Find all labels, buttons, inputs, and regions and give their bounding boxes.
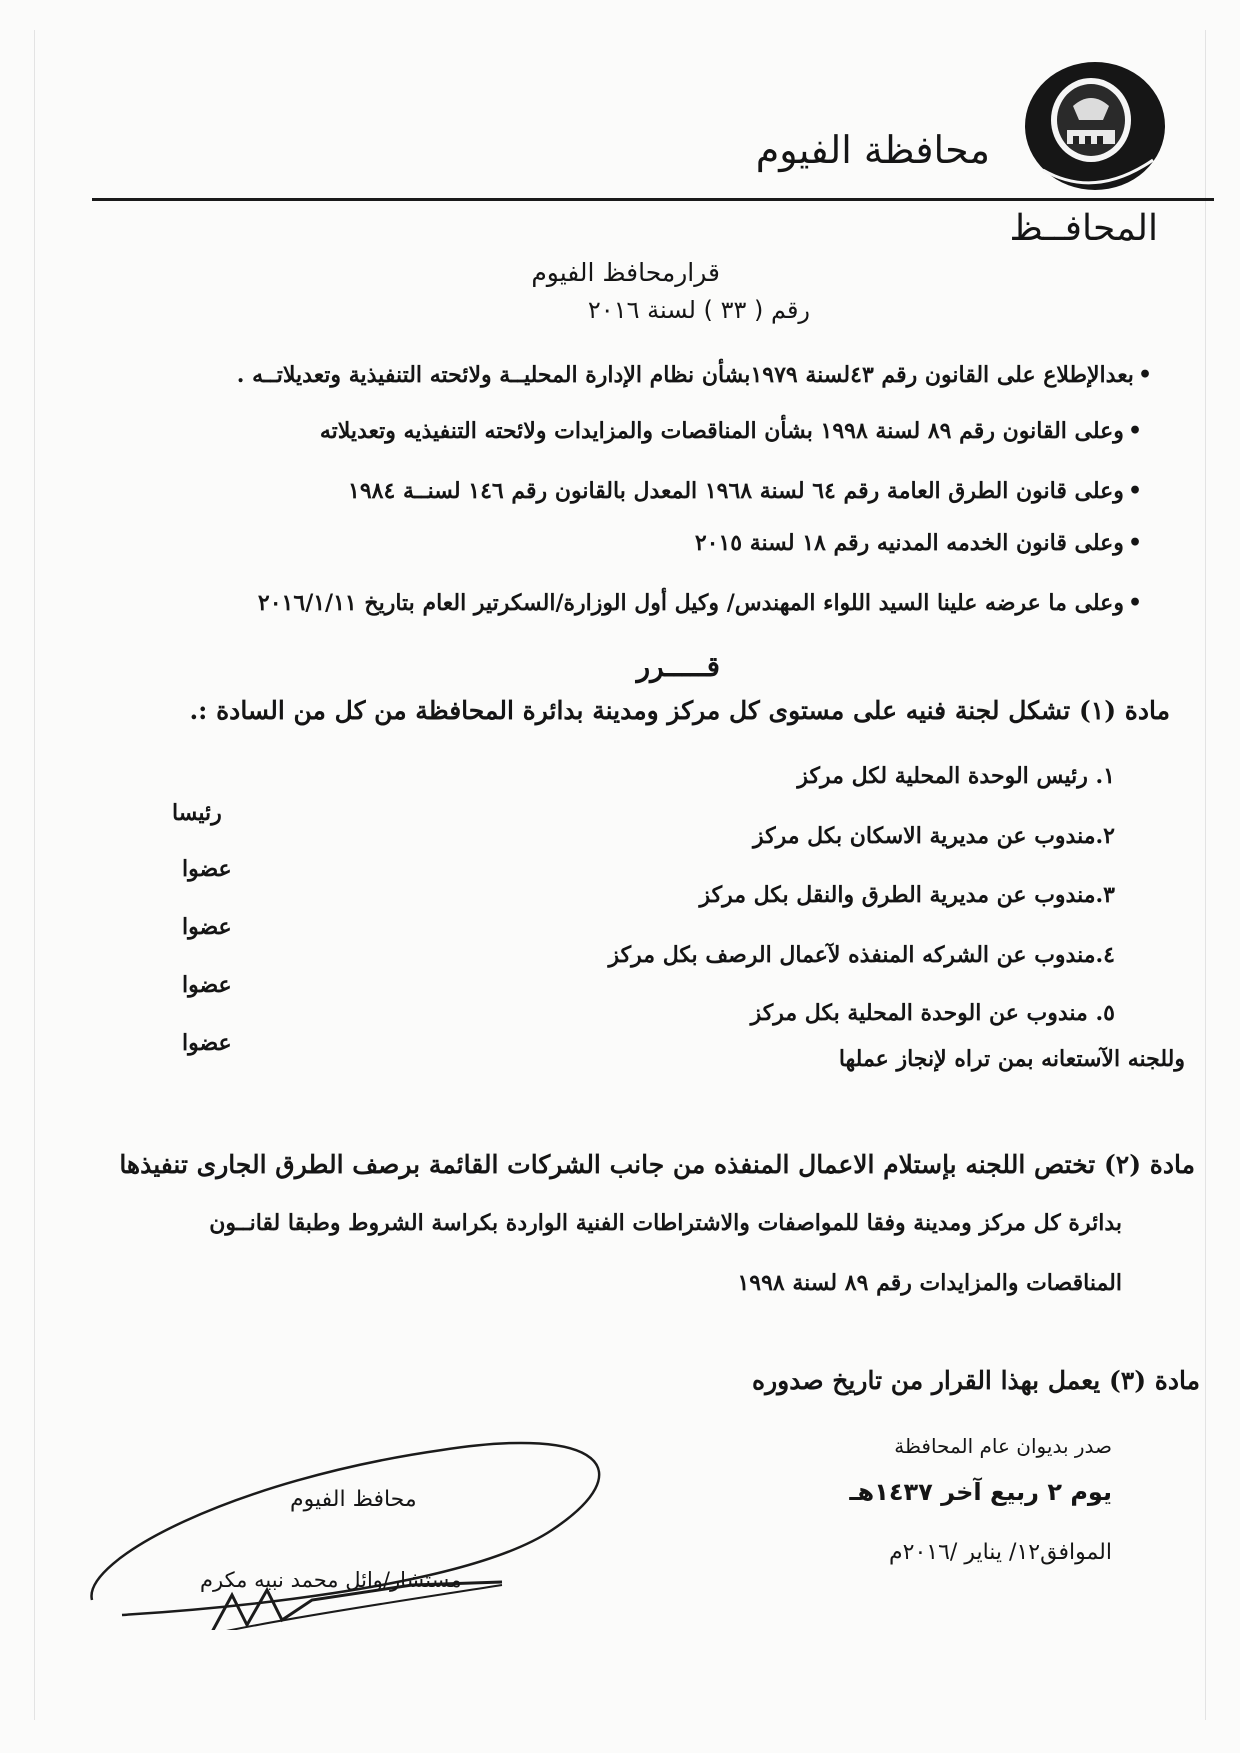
signatory-title: محافظ الفيوم <box>290 1487 417 1512</box>
header-rule <box>92 198 1214 201</box>
scan-edge-line <box>34 30 35 1720</box>
whereas-clause: • بعدالإطلاع على القانون رقم ٤٣لسنة ١٩٧٩بشأن نظام الإدارة المحليــة ولائحته التنفيذية وتعديلاتــه . <box>237 362 1152 388</box>
signature-oval-icon <box>82 1410 642 1630</box>
signatory-name: مستشار/وائل محمد نبيه مكرم <box>200 1568 462 1592</box>
committee-member-item: ٤.مندوب عن الشركه المنفذه لآعمال الرصف بكل مركز <box>608 942 1115 968</box>
committee-member-item: ٣.مندوب عن مديرية الطرق والنقل بكل مركز <box>699 882 1115 908</box>
committee-member-item: ٥. مندوب عن الوحدة المحلية بكل مركز <box>750 1000 1115 1026</box>
member-role: عضوا <box>182 856 232 882</box>
article-1-note: وللجنه الآستعانه بمن تراه لإنجاز عملها <box>838 1046 1185 1072</box>
committee-member-item: ٢.مندوب عن مديرية الاسكان بكل مركز <box>752 823 1115 849</box>
article-2-line-3: المناقصات والمزايدات رقم ٨٩ لسنة ١٩٩٨ <box>737 1270 1122 1296</box>
whereas-clause: • وعلى القانون رقم ٨٩ لسنة ١٩٩٨ بشأن المناقصات والمزايدات ولائحته التنفيذيه وتعديلاته <box>320 418 1142 444</box>
article-2-line-1: مادة (٢) تختص اللجنه بإستلام الاعمال المنفذه من جانب الشركات القائمة برصف الطرق الجارى تنفيذها <box>119 1150 1195 1179</box>
whereas-clause: • وعلى قانون الطرق العامة رقم ٦٤ لسنة ١٩٦٨ المعدل بالقانون رقم ١٤٦ لسنــة ١٩٨٤ <box>348 478 1142 504</box>
committee-member-item: ١. رئيس الوحدة المحلية لكل مركز <box>797 763 1115 789</box>
member-role: عضوا <box>182 972 232 998</box>
gregorian-date: الموافق١٢/ يناير /٢٠١٦م <box>889 1540 1112 1565</box>
scan-edge-line <box>1205 30 1206 1720</box>
office-title: المحافــظ <box>1009 208 1158 249</box>
hijri-date: يوم ٢ ربيع آخر ١٤٣٧هـ <box>849 1478 1112 1506</box>
member-role: عضوا <box>182 1030 232 1056</box>
governorate-name: محافظة الفيوم <box>755 128 990 172</box>
article-1-heading: مادة (١) تشكل لجنة فنيه على مستوى كل مركز ومدينة بدائرة المحافظة من كل من السادة :. <box>189 696 1170 725</box>
whereas-clause: • وعلى ما عرضه علينا السيد اللواء المهندس/ وكيل أول الوزارة/السكرتير العام بتاريخ ٢٠١٦/١/١١ <box>258 590 1142 616</box>
member-role: عضوا <box>182 914 232 940</box>
decree-title: قرارمحافظ الفيوم <box>531 258 720 287</box>
article-2-line-2: بدائرة كل مركز ومدينة وفقا للمواصفات والاشتراطات الفنية الواردة بكراسة الشروط وطبقا لقانــون <box>209 1210 1122 1236</box>
decided-heading: قـــــرر <box>636 650 720 683</box>
issued-at: صدر بديوان عام المحافظة <box>894 1434 1112 1458</box>
decree-number: رقم ( ٣٣ ) لسنة ٢٠١٦ <box>587 296 810 324</box>
whereas-clause: • وعلى قانون الخدمه المدنيه رقم ١٨ لسنة ٢٠١٥ <box>695 530 1142 556</box>
governorate-seal-icon <box>1023 60 1167 192</box>
member-role: رئيسا <box>172 800 222 826</box>
article-3-heading: مادة (٣) يعمل بهذا القرار من تاريخ صدوره <box>751 1366 1200 1395</box>
